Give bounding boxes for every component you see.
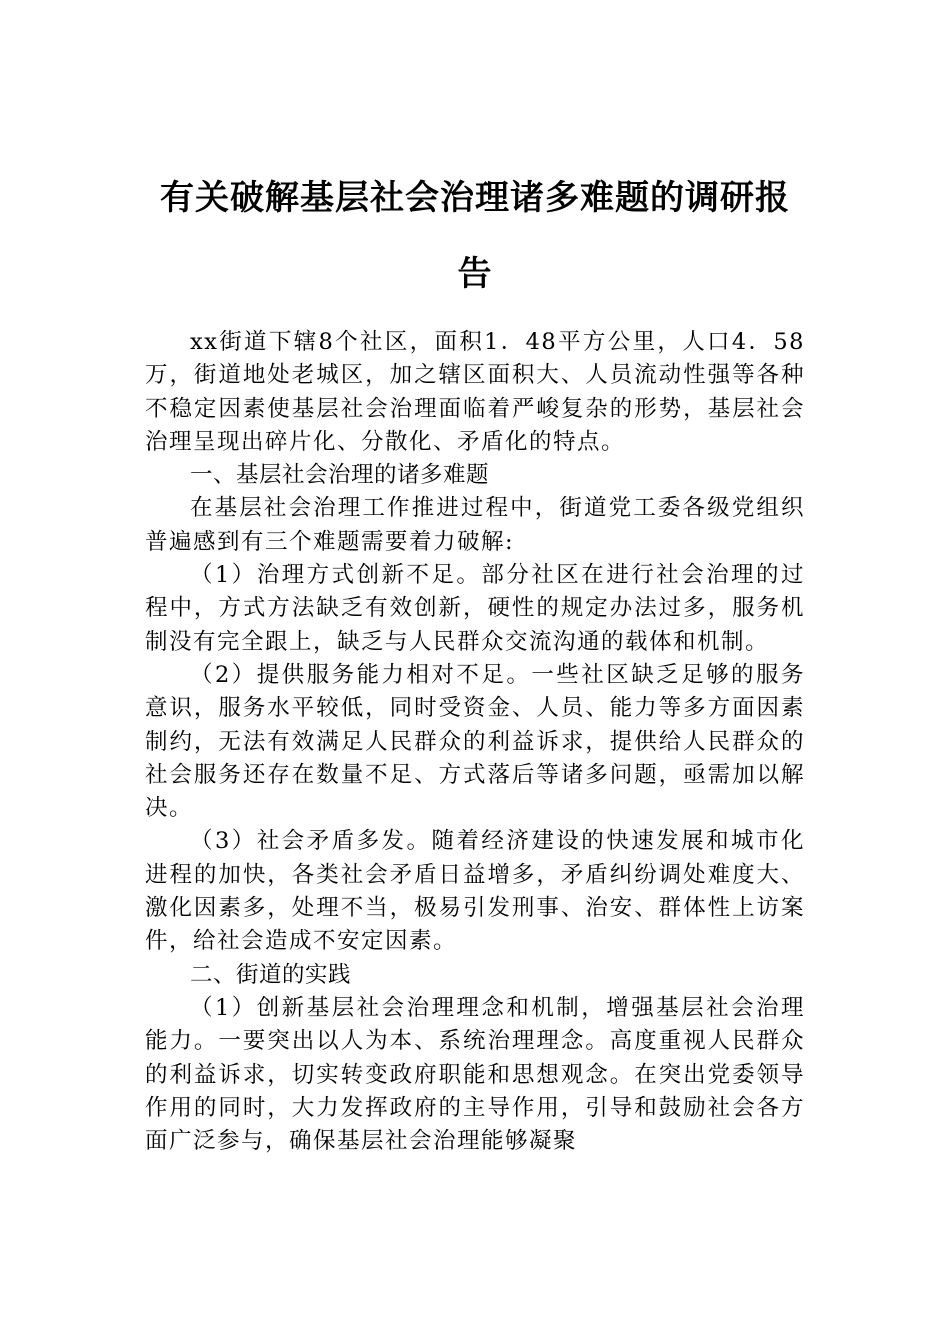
document-title: 有关破解基层社会治理诸多难题的调研报告 <box>160 178 790 294</box>
section-1-intro-paragraph: 在基层社会治理工作推进过程中，街道党工委各级党组织普遍感到有三个难题需要着力破解: <box>145 495 805 555</box>
practice-1-paragraph: （1）创新基层社会治理理念和机制，增强基层社会治理能力。一要突出以人为本、系统治理理念。高度重视人民群众的利益诉求，切实转变政府职能和思想观念。在突出党委领导作用的同时，大力发挥政府的主导作用，引导和鼓励社会各方面广泛参与，确保基层社会治理能够凝聚 <box>145 994 805 1155</box>
intro-paragraph: xx街道下辖8个社区，面积1．48平方公里，人口4．58万，街道地处老城区，加之辖区面积大、人员流动性强等各种不稳定因素使基层社会治理面临着严峻复杂的形势，基层社会治理呈现出碎片化、分散化、矛盾化的特点。 <box>145 329 805 455</box>
problem-1-paragraph: （1）治理方式创新不足。部分社区在进行社会治理的过程中，方式方法缺乏有效创新，硬性的规定办法过多，服务机制没有完全跟上，缺乏与人民群众交流沟通的载体和机制。 <box>145 562 805 655</box>
section-heading-1: 一、基层社会治理的诸多难题 <box>190 462 490 489</box>
problem-3-paragraph: （3）社会矛盾多发。随着经济建设的快速发展和城市化进程的加快，各类社会矛盾日益增多，矛盾纠纷调处难度大、激化因素多，处理不当，极易引发刑事、治安、群体性上访案件，给社会造成不安定因素。 <box>145 828 805 955</box>
problem-2-paragraph: （2）提供服务能力相对不足。一些社区缺乏足够的服务意识，服务水平较低，同时受资金、人员、能力等多方面因素制约，无法有效满足人民群众的利益诉求，提供给人民群众的社会服务还存在数量不足、方式落后等诸多问题，亟需加以解决。 <box>145 661 805 822</box>
document-body <box>145 326 805 1158</box>
section-heading-2: 二、街道的实践 <box>190 961 352 988</box>
